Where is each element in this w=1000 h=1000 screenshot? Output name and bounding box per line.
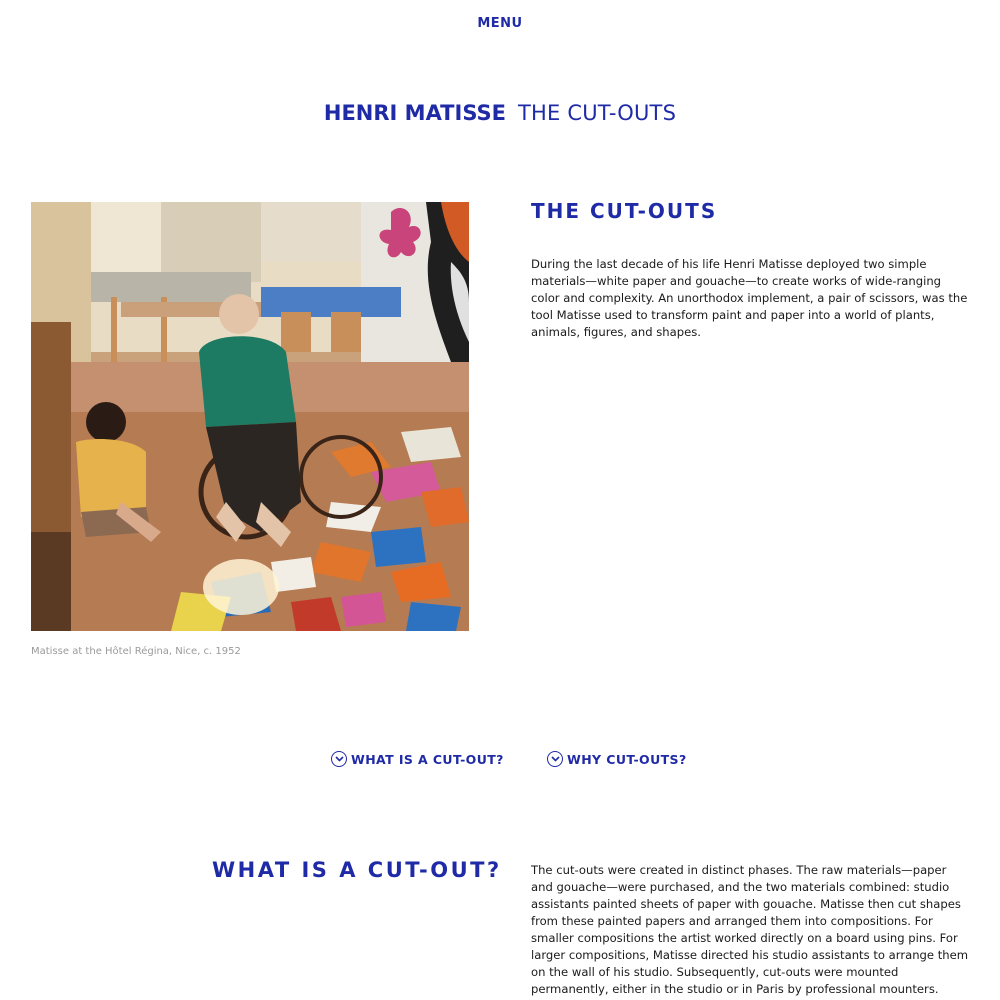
intro-paragraph: During the last decade of his life Henri Matisse deployed two simple materials—white paper and gouache—to create works of wide-ranging color and complexity. An unorthodox implement, a pair of scissors, was the tool Matisse used to transform paint and paper into a world of plants, animals, figures, and shapes. xyxy=(531,257,968,339)
masthead-artist: HENRI MATISSE xyxy=(323,101,506,125)
what-is-section-title: WHAT IS A CUT-OUT? xyxy=(212,858,502,882)
chevron-circle-down-icon xyxy=(547,751,563,767)
what-is-paragraph: The cut-outs were created in distinct phases. The raw materials—paper and gouache—were purchased, and the two materials combined: studio assistants painted sheets of paper with gouache. Matisse then cut shapes from these painted papers and arranged them into compositions. For smaller compositions the artist worked directly on a board using pins. For larger compositions, Matisse directed his studio assistants to arrange them on the wall of his studio. Subsequently, cut-outs were mounted permanently, either in the studio or in Paris by professional mounters. xyxy=(531,863,969,996)
anchor-link-label: WHAT IS A CUT-OUT? xyxy=(351,751,504,767)
anchor-link-what-is-a-cut-out[interactable] xyxy=(331,751,504,767)
menu-button[interactable]: MENU xyxy=(477,16,523,31)
masthead-exhibit: THE CUT-OUTS xyxy=(517,101,677,125)
anchor-link-label: WHY CUT-OUTS? xyxy=(567,751,687,767)
photo-caption: Matisse at the Hôtel Régina, Nice, c. 1952 xyxy=(31,646,241,657)
chevron-circle-down-icon xyxy=(331,751,347,767)
page-masthead xyxy=(0,101,1000,125)
studio-photo xyxy=(31,202,469,631)
intro-section-title: THE CUT-OUTS xyxy=(531,199,718,223)
anchor-link-why-cut-outs[interactable] xyxy=(547,751,687,767)
